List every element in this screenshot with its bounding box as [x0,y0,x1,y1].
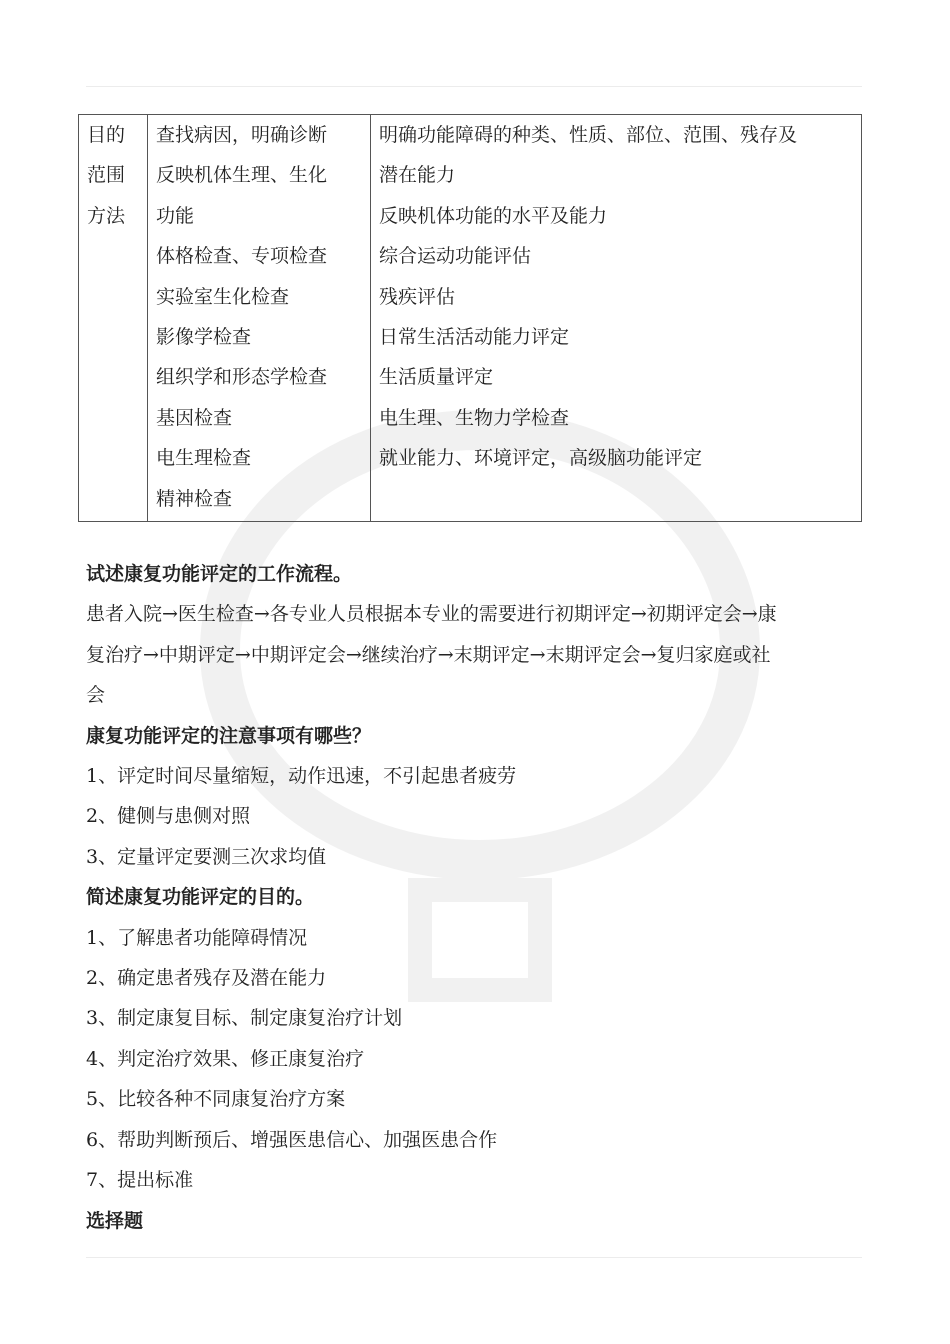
list-item: 2、确定患者残存及潜在能力 [86,967,327,990]
table-cell-line: 组织学和形态学检查 [156,366,328,389]
comparison-table [78,114,862,522]
table-col-clinical-diagnosis [148,115,371,522]
table-cell-line: 电生理检查 [156,447,252,470]
table-cell-line: 范围 [87,164,126,187]
table-col-rehab-assessment [371,115,862,522]
list-item: 4、判定治疗效果、修正康复治疗 [86,1047,365,1070]
table-cell-line: 综合运动功能评估 [379,245,532,268]
table-cell-line: 影像学检查 [156,326,252,349]
table-cell-line: 日常生活活动能力评定 [379,326,570,349]
table-cell-line: 残疾评估 [379,285,456,308]
section-heading-purposes: 简述康复功能评定的目的。 [86,886,315,909]
table-cell-line: 目的 [87,124,126,146]
workflow-paragraph-line: 患者入院→医生检查→各专业人员根据本专业的需要进行初期评定→初期评定会→康 [86,603,777,626]
list-item: 3、制定康复目标、制定康复治疗计划 [86,1007,403,1030]
list-item: 6、帮助判断预后、增强医患信心、加强医患合作 [86,1128,498,1151]
workflow-paragraph-line: 复治疗→中期评定→中期评定会→继续治疗→末期评定→末期评定会→复归家庭或社 [86,643,771,666]
table-cell-line: 基因检查 [156,406,233,429]
table-cell-line: 实验室生化检查 [156,285,290,308]
table-row [79,115,862,522]
table-cell-line: 明确功能障碍的种类、性质、部位、范围、残存及 [379,124,798,146]
table-cell-line: 反映机体功能的水平及能力 [379,204,608,227]
table-cell-line: 电生理、生物力学检查 [379,406,570,429]
page-bottom-rule [86,1257,862,1258]
workflow-paragraph-line: 会 [86,684,106,707]
section-heading-workflow: 试述康复功能评定的工作流程。 [86,563,353,585]
table-cell-line: 体格检查、专项检查 [156,245,328,268]
list-item: 7、提出标准 [86,1169,194,1192]
page-top-rule [86,86,862,87]
table-cell-line: 就业能力、环境评定，高级脑功能评定 [379,447,703,470]
table-cell-line: 反映机体生理、生化 [156,164,328,187]
table-col-labels [79,115,148,522]
list-item: 3、定量评定要测三次求均值 [86,845,327,868]
list-item: 1、了解患者功能障碍情况 [86,926,308,949]
section-heading-precautions: 康复功能评定的注意事项有哪些？ [86,724,372,747]
table-cell-line: 潜在能力 [379,164,456,187]
table-cell-line: 方法 [87,204,126,227]
section-heading-choice: 选择题 [86,1209,144,1232]
table-cell-line: 精神检查 [156,487,233,510]
list-item: 1、评定时间尽量缩短，动作迅速，不引起患者疲劳 [86,765,517,788]
list-item: 2、健侧与患侧对照 [86,805,251,828]
list-item: 5、比较各种不同康复治疗方案 [86,1088,346,1111]
table-cell-line: 生活质量评定 [379,366,494,389]
table-cell-line: 功能 [156,204,195,227]
document-body [86,554,862,1241]
table-cell-line: 查找病因，明确诊断 [156,124,328,146]
